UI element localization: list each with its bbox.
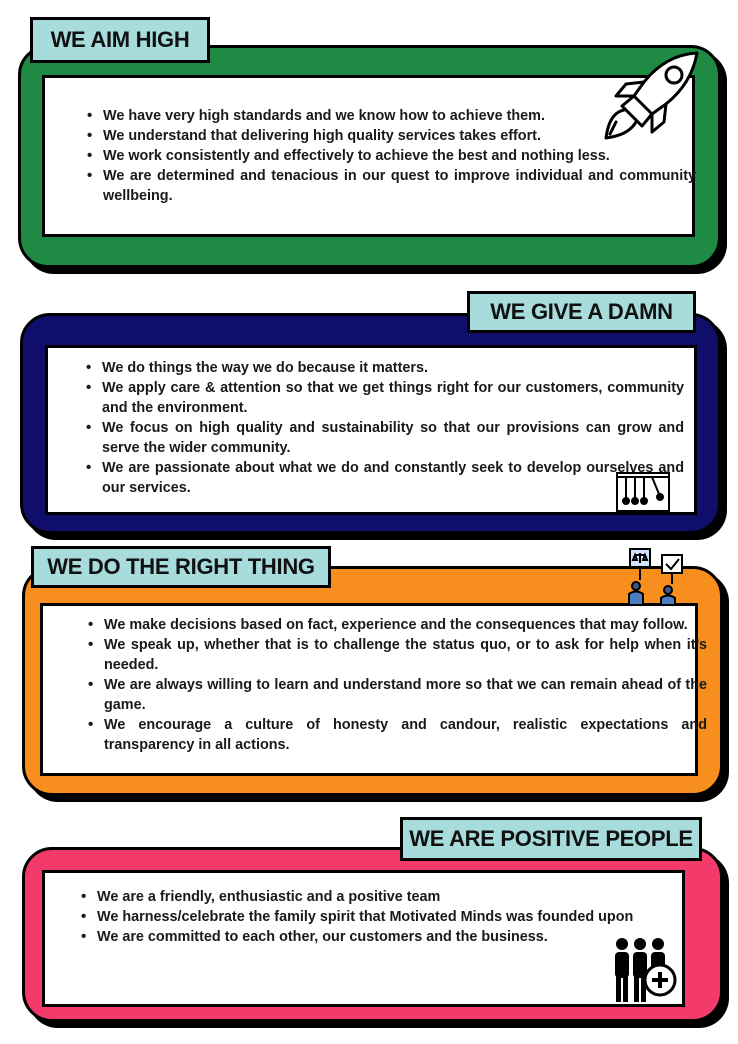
list-item: • We speak up, whether that is to challenge the status quo, or to ask for help when it’s needed. <box>104 635 707 675</box>
list-item: • We do things the way we do because it matters. <box>102 358 684 378</box>
list-item: • We apply care & attention so that we get things right for our customers, community and the environment. <box>102 378 684 418</box>
positive-people-list <box>79 887 687 947</box>
list-item: • We have very high standards and we know how to achieve them. <box>103 106 696 126</box>
section-title-positive-people: WE ARE POSITIVE PEOPLE <box>400 817 702 861</box>
list-item: • We are passionate about what we do and constantly seek to develop ourselves and our services. <box>102 458 684 498</box>
list-item: • We are determined and tenacious in our quest to improve individual and community wellbeing. <box>103 166 696 206</box>
section-title-give-a-damn: WE GIVE A DAMN <box>467 291 696 333</box>
card-positive-people-body <box>42 870 685 1007</box>
rocket-icon <box>600 48 700 148</box>
section-title-aim-high: WE AIM HIGH <box>30 17 210 63</box>
card-aim-high-body <box>42 75 695 237</box>
give-a-damn-list <box>84 358 684 498</box>
right-thing-list <box>86 615 707 755</box>
list-item: • We encourage a culture of honesty and candour, realistic expectations and transparency in all actions. <box>104 715 707 755</box>
list-item: • We harness/celebrate the family spirit that Motivated Minds was founded upon <box>97 907 687 927</box>
card-right-thing-body <box>40 603 707 776</box>
list-item: • We make decisions based on fact, experience and the consequences that may follow. <box>104 615 707 635</box>
card-give-a-damn-body <box>45 345 697 515</box>
section-title-right-thing: WE DO THE RIGHT THING <box>31 546 331 588</box>
list-item: • We focus on high quality and sustainability so that our provisions can grow and serve the wider community. <box>102 418 684 458</box>
list-item: • We work consistently and effectively to achieve the best and nothing less. <box>103 146 696 166</box>
list-item: • We are committed to each other, our customers and the business. <box>97 927 687 947</box>
protest-signs-icon <box>626 546 688 604</box>
list-item: • We are always willing to learn and understand more so that we can remain ahead of the game. <box>104 675 707 715</box>
team-plus-icon <box>608 937 680 1003</box>
list-item: • We are a friendly, enthusiastic and a positive team <box>97 887 687 907</box>
list-item: • We understand that delivering high quality services takes effort. <box>103 126 696 146</box>
newtons-cradle-icon <box>614 470 672 514</box>
